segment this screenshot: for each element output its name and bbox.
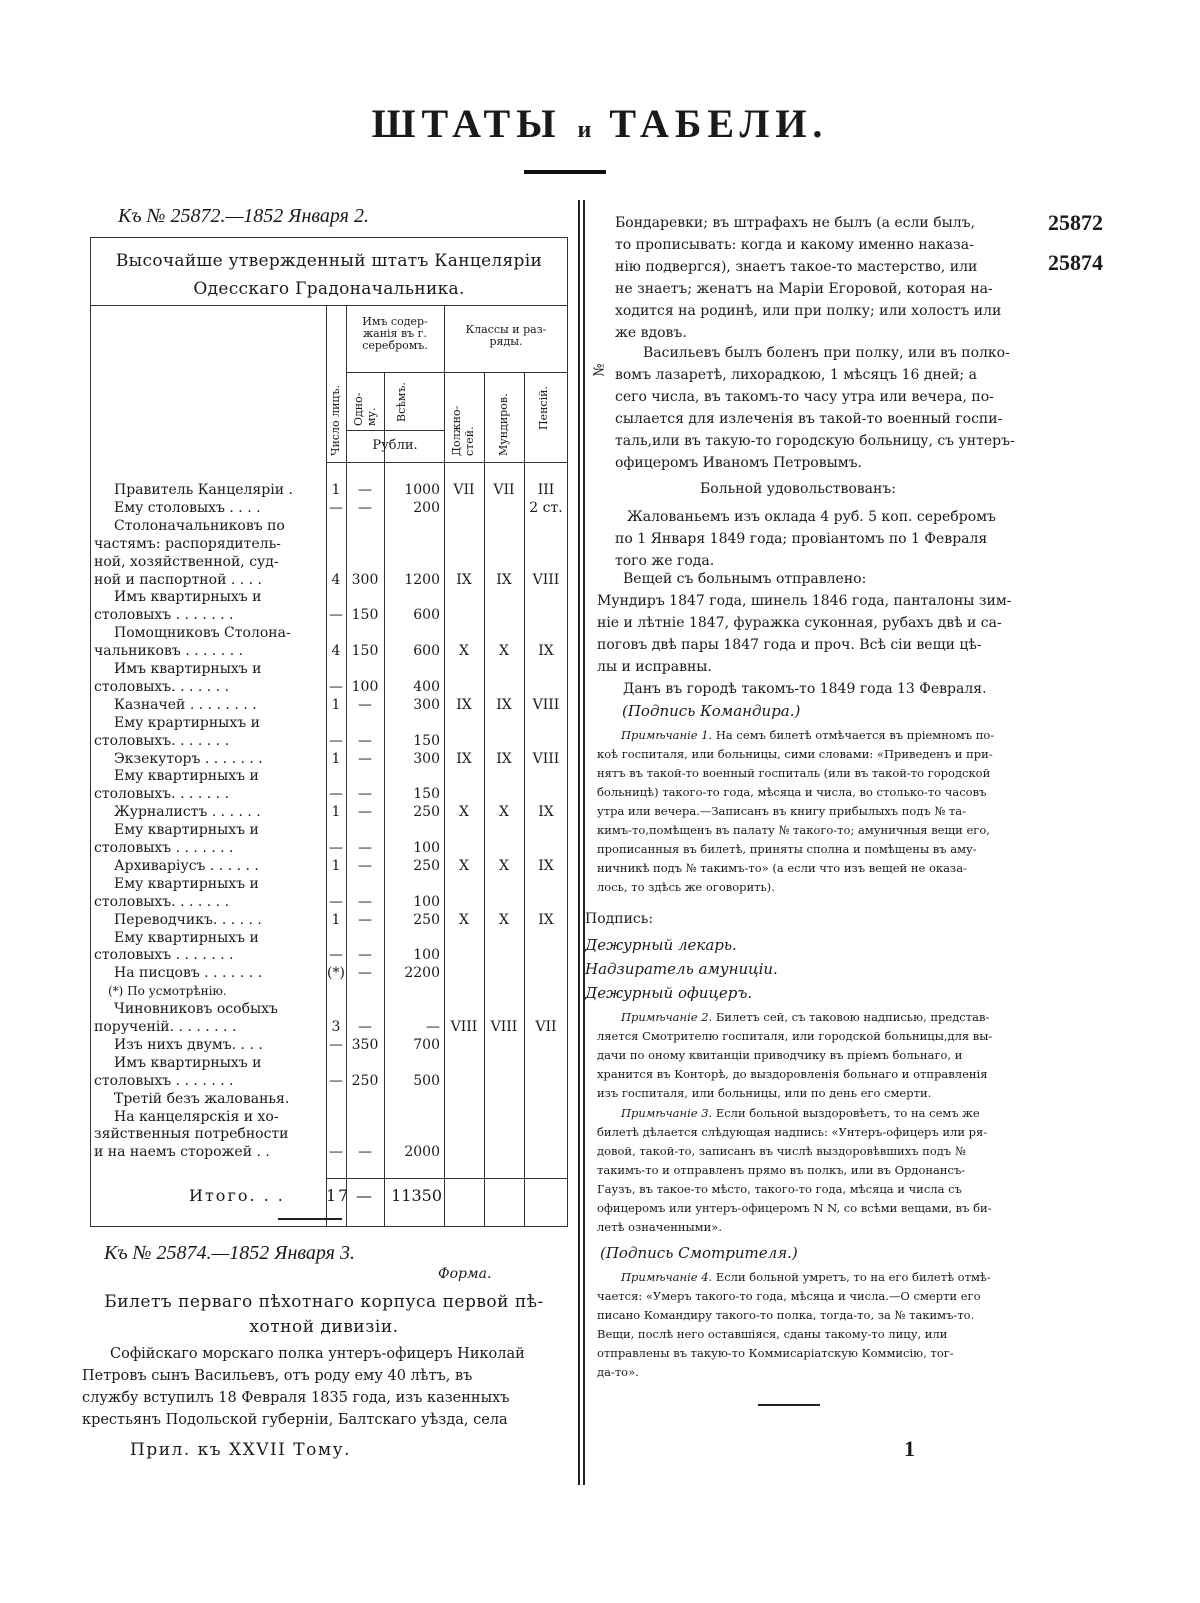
text-line: того же года. <box>615 553 715 569</box>
row-label: столовыхъ . . . . . . . <box>94 947 234 964</box>
cell-one: — <box>358 750 372 767</box>
table-row <box>94 733 568 749</box>
cell-uniform-class: X <box>499 804 509 821</box>
table-row <box>94 1037 568 1053</box>
table-row <box>94 518 568 534</box>
table-row <box>94 715 568 731</box>
row-label: Переводчикъ. . . . . . <box>114 911 262 928</box>
issue-date-line: Данъ въ городѣ такомъ-то 1849 года 13 Февраля. <box>623 681 987 697</box>
cell-post-class: X <box>459 804 469 821</box>
row-label: Ему крартирныхъ и <box>114 714 260 731</box>
cell-all: 2000 <box>404 1144 440 1161</box>
cell-count: — <box>329 786 343 803</box>
row-label: Имъ квартирныхъ и <box>114 661 262 677</box>
cell-one: — <box>358 696 372 713</box>
table-row <box>94 822 568 838</box>
note-4 <box>597 1268 1037 1382</box>
cell-pension-class: VIII <box>532 571 560 588</box>
note-4-label: Примѣчаніе 4. <box>621 1270 713 1284</box>
cell-one: 150 <box>351 643 379 660</box>
cell-one: 150 <box>351 607 379 624</box>
row-label: чальниковъ . . . . . . . <box>94 643 244 660</box>
cell-all: 1000 <box>404 482 440 498</box>
total-label: Итого. . . <box>189 1188 285 1204</box>
cell-one: — <box>358 965 372 982</box>
bilet-text <box>82 1343 574 1431</box>
table-row <box>94 572 568 588</box>
cell-one: — <box>358 857 372 874</box>
margin-number-25872: 25872 <box>1048 210 1103 235</box>
text-line: нію подвергся), знаетъ такое-то мастерство, или <box>615 259 978 275</box>
table-row <box>94 500 568 516</box>
page-number: 1 <box>904 1436 915 1461</box>
row-label: Имъ квартирныхъ и <box>114 1054 262 1071</box>
header-classes-line: ряды. <box>489 335 523 348</box>
cell-all: — <box>426 1019 440 1035</box>
text-line: таль,или въ такую-то городскую больницу, съ унтеръ- <box>615 433 1015 449</box>
table-row <box>94 858 568 874</box>
cell-count: — <box>329 499 343 516</box>
text-line: летѣ означенными». <box>597 1220 722 1234</box>
text-line: ніе и лѣтніе 1847, фуражка суконная, рубахъ двѣ и са- <box>597 615 1002 631</box>
cell-one: — <box>358 482 372 498</box>
text-line: Гаузъ, въ такое-то мѣсто, такого-то года, мѣсяца и числа съ <box>597 1182 962 1196</box>
text-line: да-то». <box>597 1365 639 1379</box>
cell-post-class: VIII <box>450 1019 478 1035</box>
text-line: чается: «Умеръ такого-то года, мѣсяца и числа.—О смерти его <box>597 1289 981 1303</box>
table-row <box>94 1091 568 1107</box>
text-line: же вдовъ. <box>615 325 687 341</box>
row-label: порученій. . . . . . . . <box>94 1019 237 1035</box>
page-title <box>0 100 1200 147</box>
paragraph-items <box>597 590 1037 678</box>
cell-pension-class: IX <box>538 911 554 928</box>
row-label: Чиновниковъ особыхъ <box>114 1001 278 1018</box>
row-label: зяйственныя потребности <box>94 1126 289 1143</box>
paragraph-salary <box>615 506 1040 572</box>
cell-count: 1 <box>331 911 341 928</box>
table-row <box>94 1144 568 1160</box>
cell-pension-class: VII <box>535 1019 557 1035</box>
text-line: прописанныя въ билетѣ, приняты сполна и помѣщены въ аму- <box>597 842 977 856</box>
table-row <box>94 679 568 695</box>
text-line: ляется Смотрителю госпиталя, или городской больницы,для вы- <box>597 1029 993 1043</box>
bilet-line: крестьянъ Подольской губерніи, Балтскаго уѣзда, села <box>82 1412 508 1428</box>
table-row <box>94 965 568 981</box>
text-line: коѣ госпиталя, или больницы, сими словами: «Приведенъ и при- <box>597 747 993 761</box>
row-label: Экзекуторъ . . . . . . . <box>114 750 263 767</box>
paragraph-service-record <box>615 212 1040 344</box>
table-row <box>94 751 568 767</box>
note-2-label: Примѣчаніе 2. <box>621 1010 713 1024</box>
cell-all: 300 <box>413 750 440 767</box>
cell-all: 100 <box>413 840 440 856</box>
text-line: Мундиръ 1847 года, шинель 1846 года, панталоны зим- <box>597 593 1012 609</box>
cell-count: — <box>329 732 343 749</box>
table-row <box>94 625 568 641</box>
cell-one: 300 <box>351 571 379 588</box>
cell-one: — <box>358 1019 372 1035</box>
cell-count: — <box>329 1144 343 1161</box>
cell-count: 3 <box>331 1019 341 1035</box>
page-footer: Прил. къ XXVII Тому. <box>130 1440 352 1460</box>
text-line: нятъ въ такой-то военный госпиталь (или въ такой-то городской <box>597 766 991 780</box>
table-row <box>94 804 568 820</box>
bilet-line: службу вступилъ 18 Февраля 1835 года, изъ казенныхъ <box>82 1390 510 1406</box>
cell-all: 400 <box>413 678 440 695</box>
text-line: то прописывать: когда и какому именно наказа- <box>615 237 974 253</box>
row-label: столовыхъ . . . . . . . <box>94 607 234 624</box>
row-label: ной, хозяйственной, суд- <box>94 553 279 570</box>
cell-pension-class: IX <box>538 643 554 660</box>
row-label: столовыхъ . . . . . . . <box>94 1072 234 1089</box>
row-label: Правитель Канцеляріи . <box>114 482 293 498</box>
table-row <box>94 840 568 856</box>
header-post: Должно-стей. <box>450 405 476 456</box>
cell-one: — <box>358 804 372 821</box>
table-row <box>94 1126 568 1142</box>
text-line: по 1 Января 1849 года; провіантомъ по 1 Февраля <box>615 531 988 547</box>
text-line: Вещи, послѣ него оставшіяся, сданы такому-то лицу, или <box>597 1327 948 1341</box>
cell-one: — <box>358 840 372 856</box>
cell-count: 4 <box>331 571 341 588</box>
row-label: столовыхъ. . . . . . . <box>94 786 230 803</box>
table-row <box>94 1019 568 1035</box>
cell-count: — <box>329 1072 343 1089</box>
row-label: Казначей . . . . . . . . <box>114 696 257 713</box>
cell-count: 1 <box>331 696 341 713</box>
header-salary-line: серебромъ. <box>362 339 428 352</box>
header-uniform: Мундиров. <box>497 393 510 456</box>
text-line: отправлены въ такую-то Коммисаріатскую Коммисію, тог- <box>597 1346 954 1360</box>
end-rule <box>758 1404 820 1406</box>
bilet-line: Петровъ сынъ Васильевъ, отъ роду ему 40 лѣтъ, въ <box>82 1368 473 1384</box>
text-line: офицеромъ Иваномъ Петровымъ. <box>615 455 862 471</box>
header-classes-line: Классы и раз- <box>465 323 547 336</box>
cell-all: 150 <box>413 732 440 749</box>
cell-count: — <box>329 947 343 964</box>
cell-count: — <box>329 607 343 624</box>
text-line: офицеромъ или унтеръ-офицеромъ N N, со всѣми вещами, въ би- <box>597 1201 992 1215</box>
table-row <box>94 536 568 552</box>
reference-25872: Къ № 25872.—1852 Января 2. <box>118 205 369 227</box>
section-rule <box>278 1218 342 1220</box>
text-line: не знаетъ; женатъ на Маріи Егоровой, которая на- <box>615 281 993 297</box>
table-header-line <box>326 462 568 463</box>
cell-uniform-class: IX <box>496 750 512 767</box>
text-line: дачи по оному квитанціи приводчику въ пріемъ больнаго, и <box>597 1048 963 1062</box>
cell-count: (*) <box>327 965 345 982</box>
text-line: сего числа, въ такомъ-то часу утра или вечера, по- <box>615 389 994 405</box>
header-count: Число лицъ. <box>329 385 342 456</box>
total-one: — <box>356 1186 374 1205</box>
text-line: больницѣ) такого-то года, мѣсяца и числа, во столько-то часовъ <box>597 785 987 799</box>
title-word-1: ШТАТЫ <box>371 101 562 146</box>
row-label: Ему квартирныхъ и <box>114 875 259 892</box>
table-row <box>94 947 568 963</box>
cell-one: — <box>358 911 372 928</box>
cell-one: — <box>358 947 372 964</box>
header-rubles: Рубли. <box>372 438 418 453</box>
row-label: Имъ квартирныхъ и <box>114 589 262 606</box>
row-label: Архиваріусъ . . . . . . <box>114 857 259 874</box>
table-total-row <box>94 1188 568 1204</box>
cell-count: 1 <box>331 482 341 498</box>
header-one: Одно-му. <box>352 392 378 426</box>
cell-all: 250 <box>413 804 440 821</box>
title-word-2: ТАБЕЛИ. <box>609 101 829 146</box>
cell-post-class: X <box>459 911 469 928</box>
text-line: Билетъ сей, съ таковою надписью, представ- <box>715 1010 990 1024</box>
staff-table-title-line-2: Одесскаго Градоначальника. <box>193 279 465 299</box>
cell-one: — <box>358 893 372 910</box>
row-label: Столоначальниковъ по <box>114 517 285 534</box>
table-row <box>94 894 568 910</box>
text-line: кимъ-то,помѣщенъ въ палату № такого-то; амуничныя вещи его, <box>597 823 990 837</box>
cell-count: — <box>329 678 343 695</box>
cell-one: 100 <box>351 678 379 695</box>
row-label: Ему квартирныхъ и <box>114 822 259 839</box>
text-line: сылается для излеченія въ такой-то военный госпи- <box>615 411 1003 427</box>
row-label: Ему квартирныхъ и <box>114 768 259 785</box>
cell-all: 600 <box>413 643 440 660</box>
row-label: (*) По усмотрѣнію. <box>108 984 227 999</box>
cell-one: 250 <box>351 1072 379 1089</box>
superintendent-signature: (Подпись Смотрителя.) <box>600 1244 798 1262</box>
cell-count: 4 <box>331 643 341 660</box>
cell-pension-class: 2 ст. <box>529 499 563 516</box>
row-label: Журналистъ . . . . . . <box>114 804 261 821</box>
table-header-line <box>346 372 568 373</box>
text-line: такимъ-то и отправленъ прямо въ полкъ, или въ Ордонансъ- <box>597 1163 966 1177</box>
cell-pension-class: IX <box>538 804 554 821</box>
text-line: довой, такой-то, записанъ въ числѣ выздоровѣвшихъ подъ № <box>597 1144 966 1158</box>
table-row <box>94 697 568 713</box>
text-line: лось, то здѣсь же оговорить). <box>597 880 775 894</box>
cell-uniform-class: VIII <box>490 1019 518 1035</box>
text-line: лы и исправны. <box>597 659 712 675</box>
header-salary-line: Имъ содер- <box>362 315 428 328</box>
header-all: Всѣмъ. <box>395 382 408 422</box>
bilet-title-line-2: хотной дивизіи. <box>249 1317 399 1337</box>
text-line: ничникѣ подъ № такимъ-то» (а если что изъ вещей не оказа- <box>597 861 967 875</box>
items-sent-heading: Вещей съ больнымъ отправлено: <box>623 571 867 587</box>
cell-pension-class: III <box>537 482 555 498</box>
signature-ammunition-supervisor: Надзиратель амуниціи. <box>585 960 778 978</box>
table-row <box>94 661 568 677</box>
cell-all: 200 <box>413 499 440 516</box>
staff-table-title-line-1: Высочайше утвержденный штатъ Канцеляріи <box>115 251 543 271</box>
note-1-label: Примѣчаніе 1. <box>621 728 713 742</box>
row-label: столовыхъ. . . . . . . <box>94 893 230 910</box>
text-line: Если больной выздоровѣетъ, то на семъ же <box>715 1106 980 1120</box>
cell-all: 100 <box>413 947 440 964</box>
cell-one: — <box>358 786 372 803</box>
text-line: На семъ билетѣ отмѣчается въ пріемномъ по- <box>715 728 995 742</box>
cell-all: 600 <box>413 607 440 624</box>
note-2 <box>597 1008 1037 1103</box>
table-row <box>94 607 568 623</box>
header-salary-line: жанія въ г. <box>363 327 427 340</box>
cell-count: — <box>329 840 343 856</box>
cell-uniform-class: X <box>499 857 509 874</box>
cell-one: — <box>358 732 372 749</box>
row-label: и на наемъ сторожей . . <box>94 1144 270 1161</box>
note-3 <box>597 1104 1037 1237</box>
commander-signature: (Подпись Командира.) <box>622 702 801 720</box>
total-all: 11350 <box>391 1186 442 1205</box>
table-row <box>94 768 568 784</box>
text-line: билетѣ дѣлается слѣдующая надпись: «Унтеръ-офицеръ или ря- <box>597 1125 988 1139</box>
cell-one: 350 <box>351 1036 379 1053</box>
total-count: 17 <box>326 1186 351 1205</box>
table-header-line <box>346 430 444 431</box>
text-line: утра или вечера.—Записанъ въ книгу прибылыхъ подъ № та- <box>597 804 967 818</box>
cell-one: — <box>358 499 372 516</box>
cell-count: — <box>329 893 343 910</box>
forma-label: Форма. <box>438 1266 492 1282</box>
cell-uniform-class: X <box>499 643 509 660</box>
staff-table-title <box>90 247 568 303</box>
table-row <box>94 912 568 928</box>
cell-all: 500 <box>413 1072 440 1089</box>
cell-pension-class: IX <box>538 857 554 874</box>
row-label: столовыхъ . . . . . . . <box>94 840 234 856</box>
table-row <box>94 1055 568 1071</box>
bilet-line: Софійскаго морскаго полка унтеръ-офицеръ Николай <box>110 1346 525 1362</box>
paragraph-illness <box>615 342 1040 474</box>
bilet-title <box>70 1290 578 1340</box>
signatures-heading: Подпись: <box>585 911 654 927</box>
cell-post-class: IX <box>456 571 472 588</box>
reference-25874: Къ № 25874.—1852 Января 3. <box>104 1242 355 1264</box>
cell-uniform-class: X <box>499 911 509 928</box>
cell-count: 1 <box>331 804 341 821</box>
table-row <box>94 786 568 802</box>
bilet-title-line-1: Билетъ перваго пѣхотнаго корпуса первой пѣ- <box>104 1292 544 1312</box>
column-divider <box>578 200 580 1485</box>
row-label: Ему столовыхъ . . . . <box>114 499 261 516</box>
cell-count: 1 <box>331 857 341 874</box>
text-line: вомъ лазаретѣ, лихорадкою, 1 мѣсяцъ 16 дней; а <box>615 367 977 383</box>
cell-post-class: X <box>459 643 469 660</box>
cell-all: 250 <box>413 911 440 928</box>
row-label: Ему квартирныхъ и <box>114 929 259 946</box>
table-row <box>94 554 568 570</box>
table-title-rule <box>90 305 568 306</box>
text-line: писано Командиру такого-то полка, тогда-то, за № такимъ-то. <box>597 1308 975 1322</box>
table-row <box>94 983 568 999</box>
margin-number-25874: 25874 <box>1048 250 1103 275</box>
table-row <box>94 1109 568 1125</box>
table-row <box>94 1001 568 1017</box>
column-divider-2 <box>583 200 585 1485</box>
text-line: хранится въ Конторѣ, до выздоровленія больнаго и отправленія <box>597 1067 988 1081</box>
cell-post-class: VII <box>453 482 475 498</box>
cell-post-class: IX <box>456 750 472 767</box>
row-label: На писцовъ . . . . . . . <box>114 965 263 982</box>
cell-all: 2200 <box>404 965 440 982</box>
cell-uniform-class: IX <box>496 571 512 588</box>
title-conjunction: и <box>577 117 594 143</box>
text-line: Васильевъ былъ боленъ при полку, или въ полко- <box>643 345 1010 361</box>
text-line: поговъ двѣ пары 1847 года и проч. Всѣ сіи вещи цѣ- <box>597 637 982 653</box>
cell-all: 150 <box>413 786 440 803</box>
text-line: ходится на родинѣ, или при полку; или холостъ или <box>615 303 1002 319</box>
cell-pension-class: VIII <box>532 696 560 713</box>
header-classes-group <box>445 324 567 348</box>
row-label: столовыхъ. . . . . . . <box>94 732 230 749</box>
cell-uniform-class: IX <box>496 696 512 713</box>
cell-uniform-class: VII <box>493 482 515 498</box>
cell-one: — <box>358 1144 372 1161</box>
cell-post-class: X <box>459 857 469 874</box>
table-row <box>94 482 568 498</box>
row-label: На канцелярскія и хо- <box>114 1108 279 1125</box>
cell-all: 100 <box>413 893 440 910</box>
table-row <box>94 1073 568 1089</box>
table-row <box>94 589 568 605</box>
text-line: Бондаревки; въ штрафахъ не былъ (а если былъ, <box>615 215 976 231</box>
table-row <box>94 643 568 659</box>
header-salary-group <box>347 316 443 352</box>
row-label: ной и паспортной . . . . <box>94 571 262 588</box>
text-line: Если больной умретъ, то на его билетѣ отмѣ- <box>715 1270 991 1284</box>
cell-all: 700 <box>413 1036 440 1053</box>
row-label: Третій безъ жалованья. <box>114 1090 290 1107</box>
note-1 <box>597 726 1037 897</box>
cell-all: 250 <box>413 857 440 874</box>
signature-duty-officer: Дежурный офицеръ. <box>585 984 753 1002</box>
table-total-line <box>326 1178 568 1179</box>
cell-count: 1 <box>331 750 341 767</box>
table-row <box>94 930 568 946</box>
cell-post-class: IX <box>456 696 472 713</box>
text-line: изъ госпиталя, или больницы, или по день его смерти. <box>597 1086 932 1100</box>
row-label: столовыхъ. . . . . . . <box>94 678 230 695</box>
header-pension: Пенсій. <box>537 386 550 430</box>
note-3-label: Примѣчаніе 3. <box>621 1106 713 1120</box>
text-line: Жалованьемъ изъ оклада 4 руб. 5 коп. серебромъ <box>627 509 996 525</box>
row-label: частямъ: распорядитель- <box>94 535 281 552</box>
title-rule <box>524 170 606 174</box>
number-sign-mark: № <box>591 363 608 377</box>
row-label: Изъ нихъ двумъ. . . . <box>114 1036 263 1053</box>
table-row <box>94 876 568 892</box>
cell-pension-class: VIII <box>532 750 560 767</box>
signature-duty-doctor: Дежурный лекарь. <box>585 936 737 954</box>
cell-all: 1200 <box>404 571 440 588</box>
row-label: Помощниковъ Столона- <box>114 625 291 642</box>
cell-all: 300 <box>413 696 440 713</box>
patient-satisfied-heading: Больной удовольствованъ: <box>700 481 896 497</box>
cell-count: — <box>329 1036 343 1053</box>
